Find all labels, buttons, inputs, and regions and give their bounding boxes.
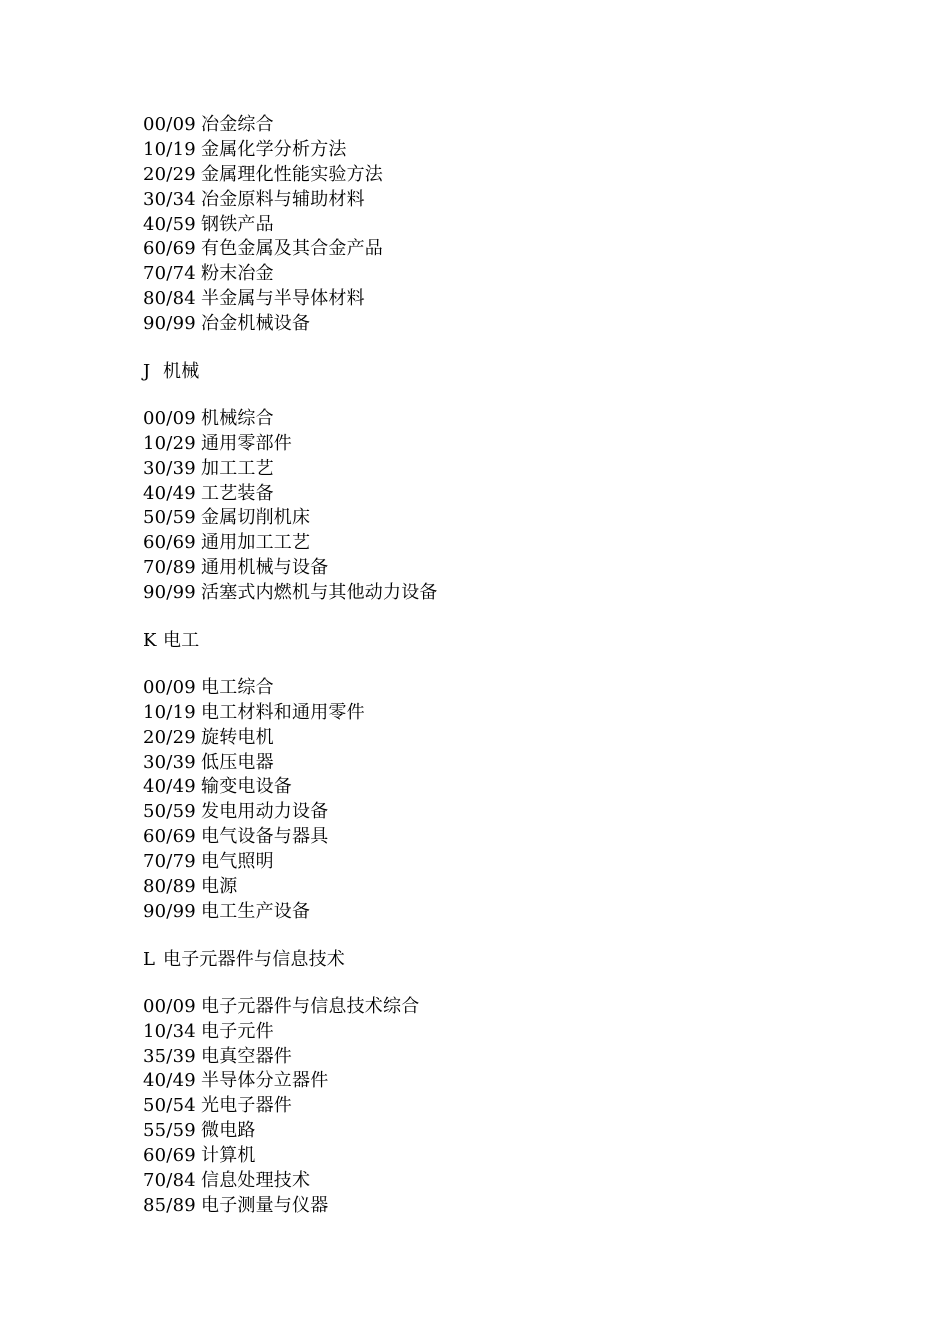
item-name: 光电子器件	[201, 1095, 292, 1117]
list-item	[143, 726, 903, 751]
section-title: 电子元器件与信息技术	[163, 948, 345, 970]
item-name: 电子元件	[201, 1020, 274, 1042]
item-name: 电真空器件	[201, 1045, 292, 1067]
list-item	[143, 188, 903, 213]
item-code: 00/09	[143, 407, 196, 429]
item-code: 60/69	[143, 826, 196, 848]
item-code: 90/99	[143, 900, 196, 922]
item-code: 70/84	[143, 1169, 196, 1191]
section-letter: J	[143, 361, 151, 383]
item-name: 电子测量与仪器	[201, 1194, 329, 1216]
item-name: 微电路	[201, 1120, 256, 1142]
section-machinery	[143, 360, 903, 606]
item-code: 10/19	[143, 701, 196, 723]
list-item	[143, 850, 903, 875]
section-metallurgy	[143, 113, 903, 337]
list-item	[143, 751, 903, 776]
section-heading-l	[143, 948, 903, 973]
item-code: 80/84	[143, 288, 196, 310]
list-item	[143, 312, 903, 337]
item-code: 50/59	[143, 507, 196, 529]
section-heading-k	[143, 629, 903, 654]
item-code: 70/89	[143, 557, 196, 579]
item-name: 机械综合	[201, 407, 274, 429]
list-item	[143, 1094, 903, 1119]
item-code: 10/19	[143, 138, 196, 160]
list-item	[143, 262, 903, 287]
item-code: 00/09	[143, 676, 196, 698]
list-item	[143, 676, 903, 701]
item-code: 55/59	[143, 1120, 196, 1142]
item-code: 85/89	[143, 1194, 196, 1216]
item-name: 活塞式内燃机与其他动力设备	[201, 582, 438, 604]
item-name: 金属化学分析方法	[201, 138, 347, 160]
item-code: 10/29	[143, 432, 196, 454]
item-name: 加工工艺	[201, 457, 274, 479]
item-code: 40/49	[143, 1070, 196, 1092]
item-name: 发电用动力设备	[201, 801, 329, 823]
item-code: 60/69	[143, 238, 196, 260]
item-name: 通用零部件	[201, 432, 292, 454]
item-code: 40/59	[143, 213, 196, 235]
list-item	[143, 825, 903, 850]
list-item	[143, 875, 903, 900]
section-heading-j	[143, 360, 903, 385]
list-item	[143, 800, 903, 825]
item-name: 电工材料和通用零件	[201, 701, 365, 723]
list-item	[143, 1169, 903, 1194]
section-electronics	[143, 948, 903, 1219]
item-code: 35/39	[143, 1045, 196, 1067]
list-item	[143, 407, 903, 432]
item-name: 旋转电机	[201, 726, 274, 748]
item-code: 00/09	[143, 995, 196, 1017]
item-name: 金属理化性能实验方法	[201, 163, 383, 185]
section-electrical	[143, 629, 903, 925]
list-item	[143, 581, 903, 606]
item-name: 电子元器件与信息技术综合	[201, 995, 420, 1017]
section-letter: K	[143, 630, 157, 652]
list-item	[143, 287, 903, 312]
list-item	[143, 531, 903, 556]
list-item	[143, 506, 903, 531]
item-code: 20/29	[143, 163, 196, 185]
list-item	[143, 213, 903, 238]
list-item	[143, 701, 903, 726]
list-item	[143, 1020, 903, 1045]
item-code: 60/69	[143, 532, 196, 554]
item-code: 30/34	[143, 188, 196, 210]
item-name: 通用加工工艺	[201, 532, 311, 554]
document-page	[143, 113, 903, 1219]
item-code: 70/79	[143, 851, 196, 873]
list-item	[143, 163, 903, 188]
item-name: 输变电设备	[201, 776, 292, 798]
item-name: 电气设备与器具	[201, 826, 329, 848]
list-item	[143, 900, 903, 925]
item-name: 电气照明	[201, 851, 274, 873]
item-name: 冶金综合	[201, 114, 274, 135]
item-code: 20/29	[143, 726, 196, 748]
list-item	[143, 1069, 903, 1094]
list-item	[143, 775, 903, 800]
item-name: 有色金属及其合金产品	[201, 238, 383, 260]
list-item	[143, 482, 903, 507]
item-name: 计算机	[201, 1145, 256, 1167]
item-code: 40/49	[143, 776, 196, 798]
item-name: 通用机械与设备	[201, 557, 329, 579]
item-code: 30/39	[143, 457, 196, 479]
item-name: 信息处理技术	[201, 1169, 311, 1191]
list-item	[143, 556, 903, 581]
item-name: 工艺装备	[201, 482, 274, 504]
list-item	[143, 113, 903, 138]
item-name: 冶金原料与辅助材料	[201, 188, 365, 210]
item-name: 半金属与半导体材料	[201, 288, 365, 310]
item-code: 00/09	[143, 114, 196, 135]
item-code: 90/99	[143, 582, 196, 604]
item-name: 钢铁产品	[201, 213, 274, 235]
list-item	[143, 1119, 903, 1144]
section-title: 电工	[163, 630, 200, 652]
list-item	[143, 1045, 903, 1070]
item-code: 50/54	[143, 1095, 196, 1117]
item-code: 30/39	[143, 751, 196, 773]
list-item	[143, 1194, 903, 1219]
item-name: 电源	[201, 876, 238, 898]
item-name: 粉末冶金	[201, 263, 274, 285]
list-item	[143, 1144, 903, 1169]
item-code: 60/69	[143, 1145, 196, 1167]
item-code: 50/59	[143, 801, 196, 823]
list-item	[143, 457, 903, 482]
section-letter: L	[143, 948, 156, 970]
item-name: 电工生产设备	[201, 900, 311, 922]
list-item	[143, 432, 903, 457]
item-name: 冶金机械设备	[201, 313, 311, 335]
item-code: 40/49	[143, 482, 196, 504]
list-item	[143, 237, 903, 262]
item-name: 金属切削机床	[201, 507, 311, 529]
list-item	[143, 995, 903, 1020]
item-name: 电工综合	[201, 676, 274, 698]
list-item	[143, 138, 903, 163]
item-name: 半导体分立器件	[201, 1070, 329, 1092]
item-name: 低压电器	[201, 751, 274, 773]
item-code: 10/34	[143, 1020, 196, 1042]
item-code: 80/89	[143, 876, 196, 898]
item-code: 70/74	[143, 263, 196, 285]
section-title: 机械	[163, 361, 200, 383]
item-code: 90/99	[143, 313, 196, 335]
